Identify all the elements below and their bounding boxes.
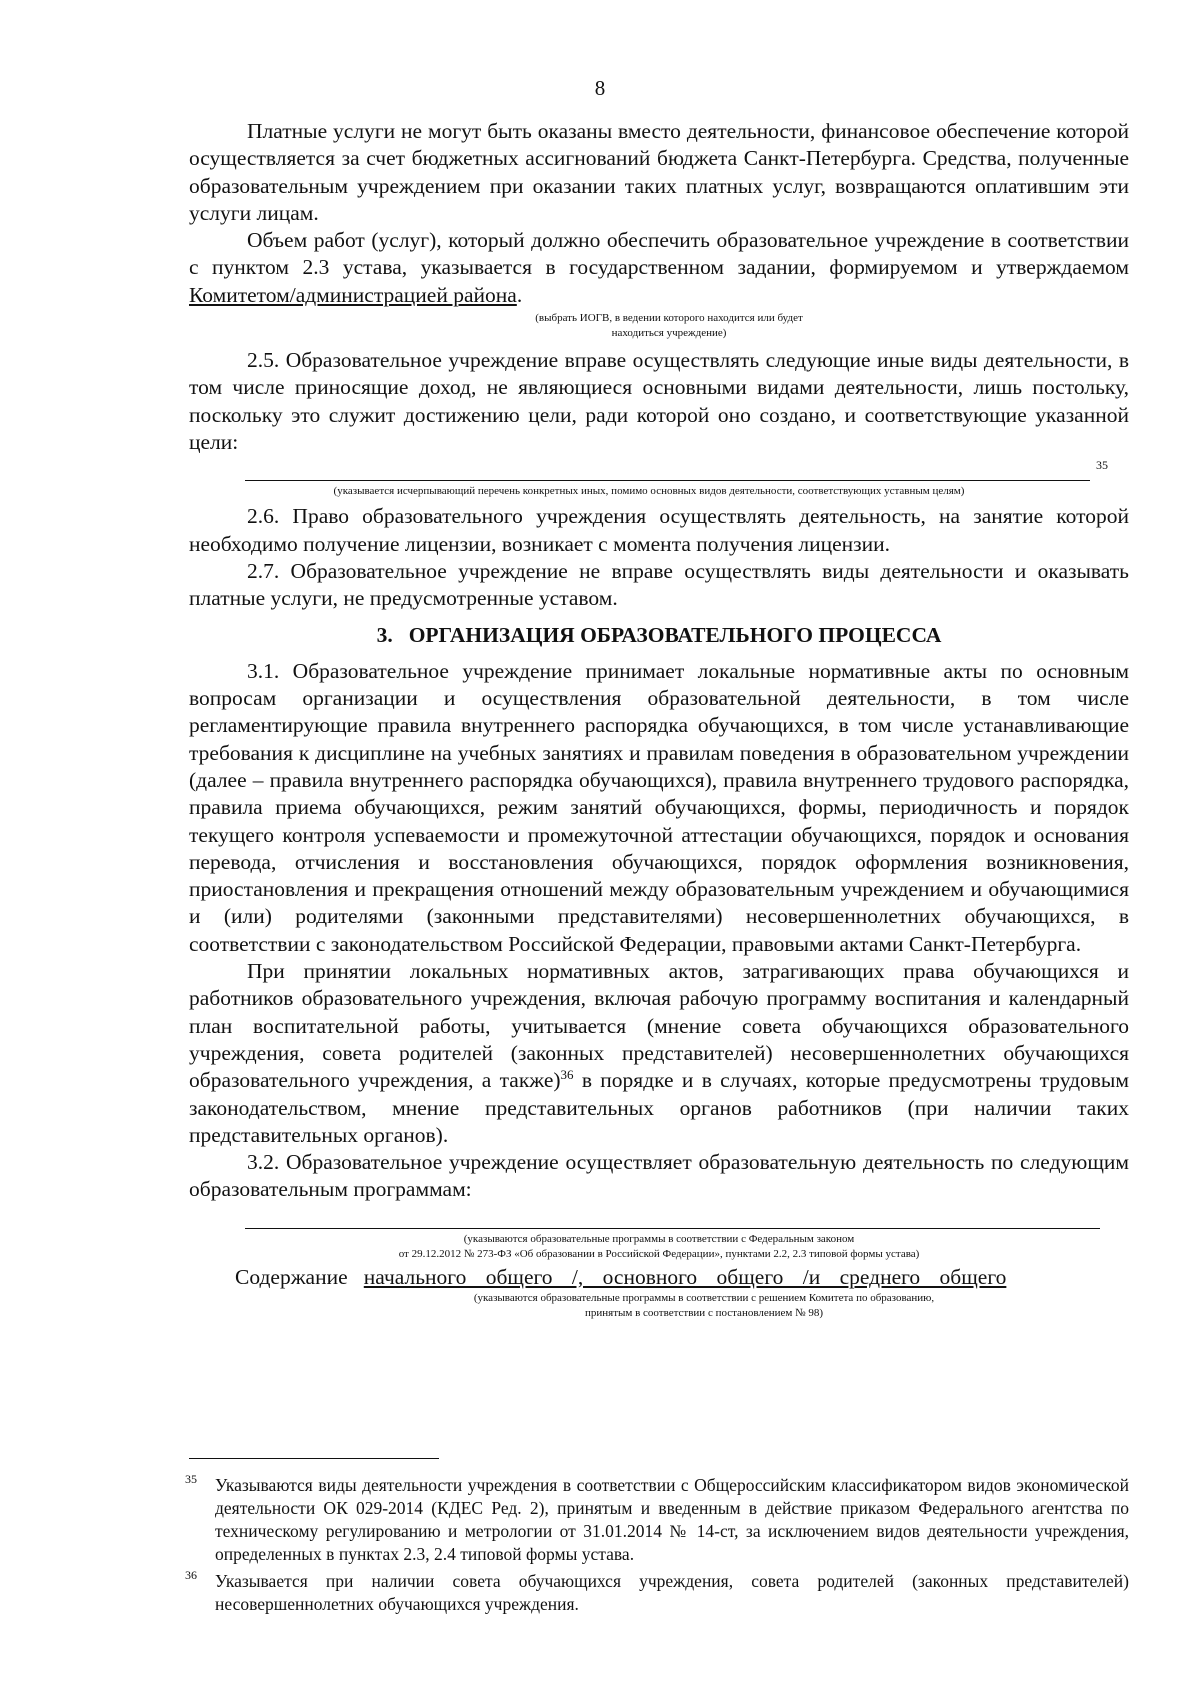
paragraph-local-acts-text: При принятии локальных нормативных актов, затрагивающих права обучающихся и работников образовательного учреждения, включая рабочую программу воспитания и календарный план воспитательной работы, учитывается (мнение совета обучающихся образовательного учреждения, совета родителей (законных представителей) несовершеннолетних обучающихся образовательного учреждения, а также) xyxy=(189,959,1129,1093)
paragraph-local-acts xyxy=(189,958,1129,1149)
paragraph-local-acts-end: в порядке и в случаях, которые предусмотрены трудовым законодательством, мнение представительных органов работников (при наличии таких представительных органов). xyxy=(189,1068,1129,1147)
section-title: ОРГАНИЗАЦИЯ ОБРАЗОВАТЕЛЬНОГО ПРОЦЕССА xyxy=(408,623,942,648)
footnote-text: Указывается при наличии совета обучающихся учреждения, совета родителей (законных представителей) несовершеннолетних обучающихся учреждения. xyxy=(215,1571,1129,1614)
paragraph-2-5: 2.5. Образовательное учреждение вправе осуществлять следующие иные виды деятельности, в том числе приносящие доход, не являющиеся основными видами деятельности, лишь постольку, поскольку это служит достижению цели, ради которой оно создано, и соответствующие указанной цели: xyxy=(189,348,1129,454)
blank-fill-line-2-5 xyxy=(245,458,1108,481)
content-label: Содержание xyxy=(235,1264,348,1289)
blank-fill-line-3-2 xyxy=(245,1206,1100,1229)
content-note-line-1: (указываются образовательные программы в соответствии с решением Комитета по образованию, xyxy=(473,1291,935,1304)
content-line xyxy=(189,1264,1129,1291)
document-body xyxy=(189,118,1129,1321)
footnote-text: Указываются виды деятельности учреждения в соответствии с Общероссийским классификатором видов экономической деятельности ОК 029-2014 (КДЕС Ред. 2), принятым и введенным в действие приказом Федерального агентства по техническому регулированию и метрологии от 31.01.2014 № 14-ст, за исключением видов деятельности учреждения, определенных в пунктах 2.3, 2.4 типовой формы устава. xyxy=(215,1475,1129,1564)
paragraph-2-7: 2.7. Образовательное учреждение не вправе осуществлять виды деятельности и оказывать платные услуги, не предусмотренные уставом. xyxy=(189,558,1129,611)
paragraph-work-volume-text: Объем работ (услуг), который должно обеспечить образовательное учреждение в соответствии с пунктом 2.3 устава, указывается в государственном задании, формируемом и утверждаемом xyxy=(189,228,1129,280)
footnote-ref-36: 36 xyxy=(560,1067,574,1083)
programs-note-line-1: (указываются образовательные программы в соответствии с Федеральным законом xyxy=(463,1232,855,1245)
paragraph-3-1: 3.1. Образовательное учреждение принимает локальные нормативные акты по основным вопросам организации и осуществления образовательной деятельности, в том числе регламентирующие правила внутреннего распорядка обучающихся, в том числе устанавливающие требования к дисциплине на учебных занятиях и правилам поведения в образовательном учреждении (далее – правила внутреннего распорядка обучающихся), правила внутреннего трудового распорядка, правила приема обучающихся, режим занятий обучающихся, формы, периодичность и порядок текущего контроля успеваемости и промежуточной аттестации обучающихся, порядок и основания перевода, отчисления и восстановления обучающихся, порядок оформления возникновения, приостановления и прекращения отношений между образовательным учреждением и обучающимися и (или) родителями (законными представителями) несовершеннолетних обучающихся, в соответствии с законодательством Российской Федерации, правовыми актами Санкт-Петербурга. xyxy=(189,658,1129,956)
content-note-line-2: принятым в соответствии с постановлением № 98) xyxy=(584,1306,824,1319)
section-number: 3. xyxy=(376,623,393,648)
page-number: 8 xyxy=(594,76,606,100)
footnote-mark: 36 xyxy=(185,1568,197,1582)
underlined-authority: Комитетом/администрацией района xyxy=(189,282,517,307)
paragraph-3-2: 3.2. Образовательное учреждение осуществляет образовательную деятельность по следующим образовательным программам: xyxy=(189,1150,1129,1202)
footnote-35 xyxy=(185,1472,1129,1566)
paragraph-paid-services: Платные услуги не могут быть оказаны вместо деятельности, финансовое обеспечение которой осуществляется за счет бюджетных ассигнований бюджета Санкт-Петербурга. Средства, полученные образовательным учреждением при оказании таких платных услуг, возвращаются оплатившим эти услуги лицам. xyxy=(189,119,1129,225)
footnote-separator xyxy=(189,1458,439,1459)
footnote-36 xyxy=(185,1568,1129,1616)
activities-note: (указывается исчерпывающий перечень конкретных иных, помимо основных видов деятельности, соответствующих уставным целям) xyxy=(333,485,965,498)
programs-note-line-2: от 29.12.2012 № 273-ФЗ «Об образовании в Российской Федерации», пунктами 2.2, 2.3 типовой формы устава) xyxy=(398,1247,920,1260)
footnote-mark: 35 xyxy=(185,1472,197,1486)
footnotes xyxy=(185,1472,1129,1620)
paragraph-work-volume xyxy=(189,227,1129,309)
content-value: начального общего /, основного общего /и среднего общего xyxy=(363,1264,1007,1289)
section-heading xyxy=(189,622,1129,649)
paragraph-2-6: 2.6. Право образовательного учреждения осуществлять деятельность, на занятие которой необходимо получение лицензии, возникает с момента получения лицензии. xyxy=(189,504,1129,556)
paragraph-period: . xyxy=(516,282,523,307)
footnote-ref-35: 35 xyxy=(1096,458,1108,473)
authority-note: (выбрать ИОГВ, в ведении которого находится или будет находиться учреждение) xyxy=(535,312,803,340)
